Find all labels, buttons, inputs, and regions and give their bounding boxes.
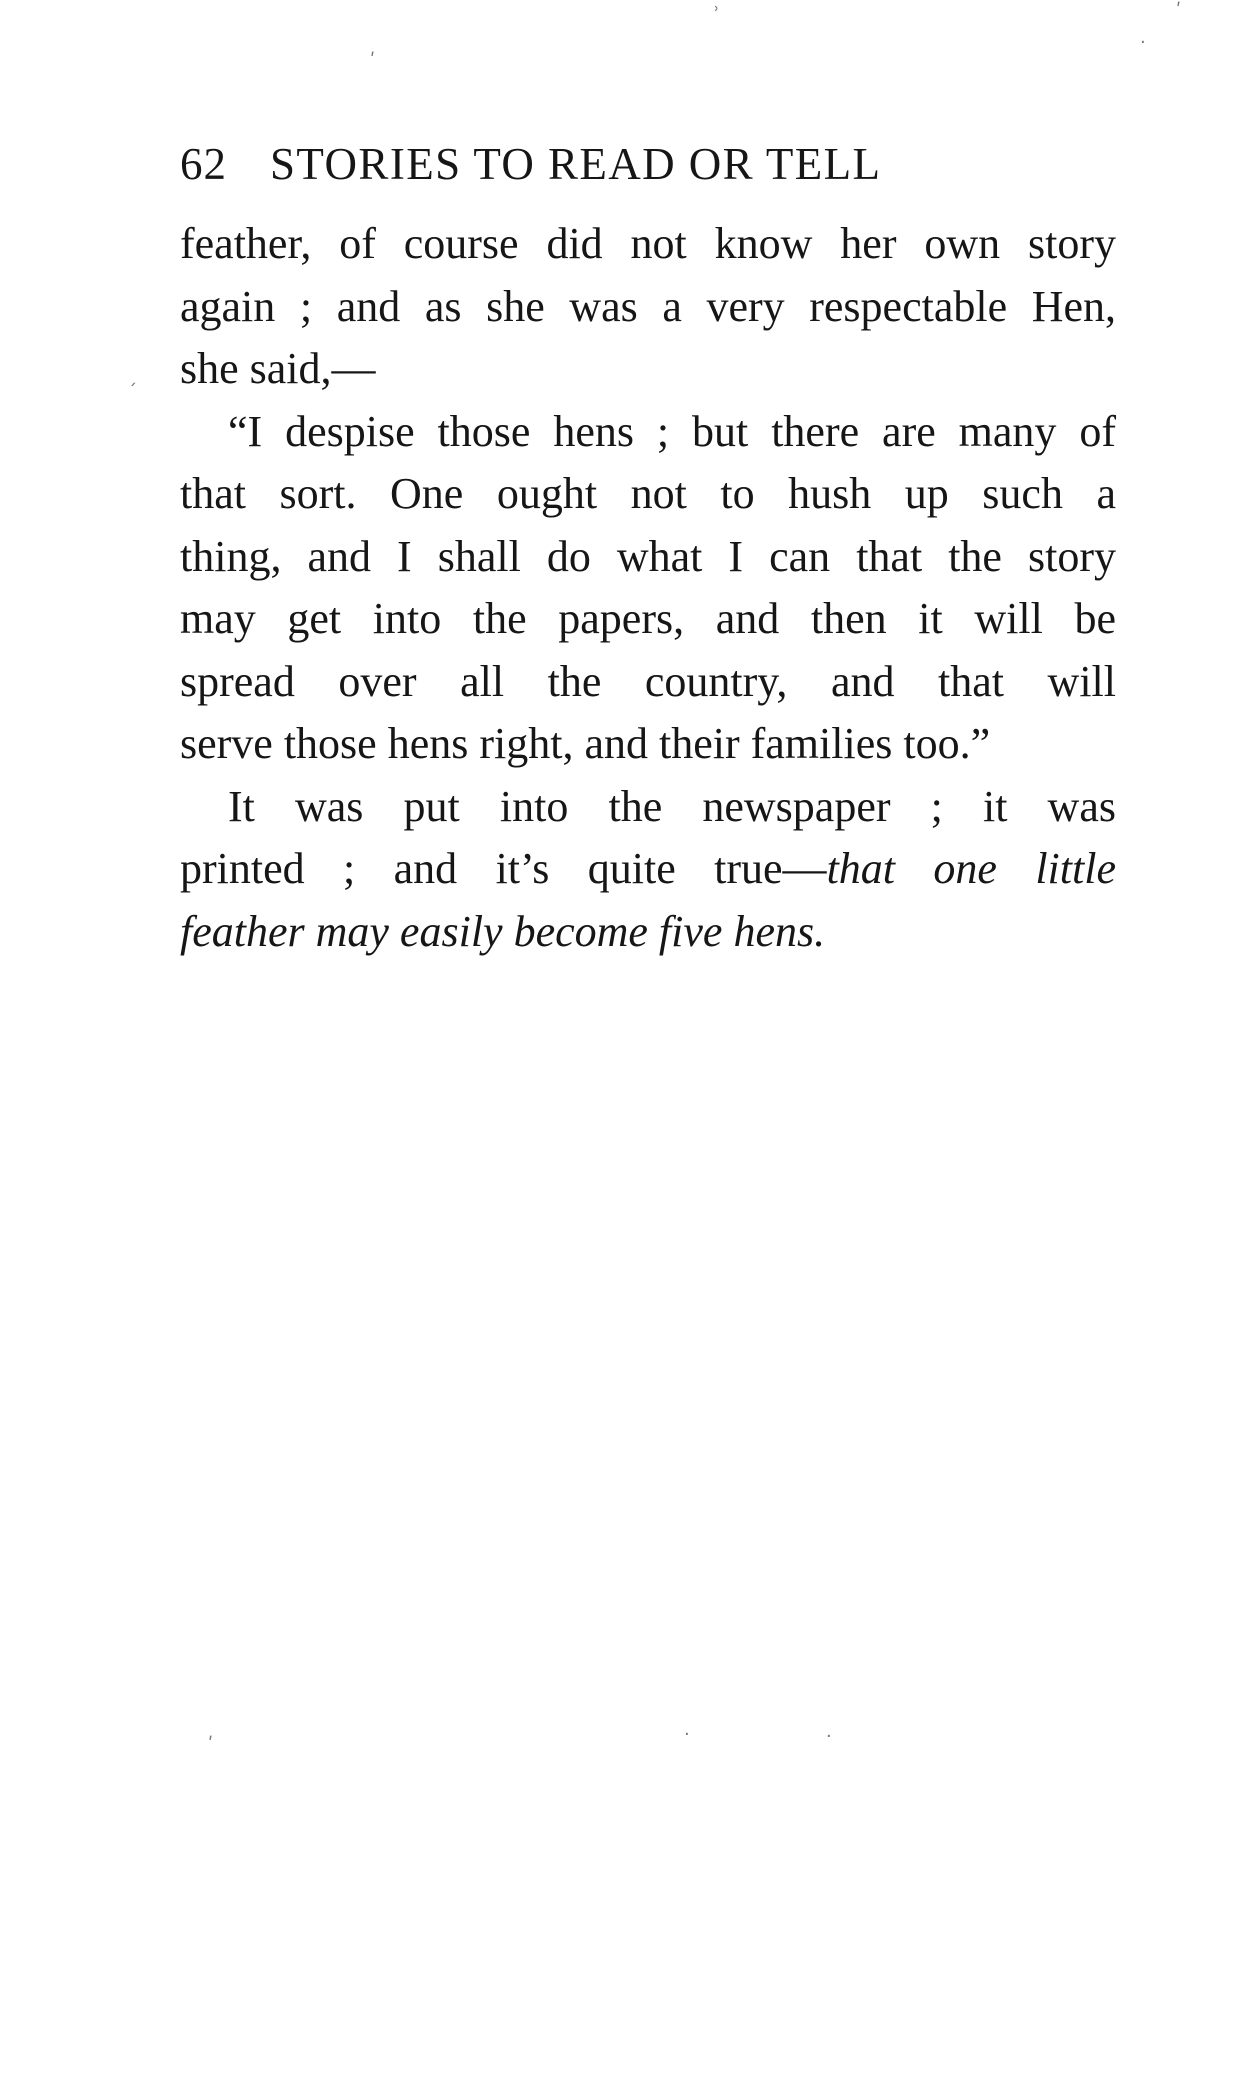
text-line: she said,— <box>180 344 376 393</box>
text-italic: that one little <box>826 844 1116 893</box>
text-line: that sort. One ought not to hush up such a <box>180 469 1116 518</box>
scan-speck: · <box>684 1724 690 1745</box>
page-header <box>180 134 1060 194</box>
page-number: 62 <box>180 139 227 189</box>
scan-speck: ʾ <box>714 4 720 25</box>
text-line: thing, and I shall do what I can that the story <box>180 531 1116 581</box>
paragraph <box>180 213 1116 401</box>
running-title: STORIES TO READ OR TELL <box>270 139 882 189</box>
scan-speck: ʹ <box>1176 0 1182 21</box>
text-line <box>180 838 1116 901</box>
text-line-italic: feather may easily become five hens. <box>180 906 826 956</box>
scan-speck: · <box>826 1726 832 1747</box>
paragraph <box>180 776 1116 964</box>
text-line: It was put into the newspaper ; it was <box>228 781 1116 831</box>
paragraph <box>180 401 1116 776</box>
scan-speck: ˏ <box>128 366 137 387</box>
text-line: serve those hens right, and their families too.” <box>180 719 991 768</box>
text-line: spread over all the country, and that will <box>180 656 1116 706</box>
scan-speck: · <box>1140 32 1146 53</box>
scan-speck: ʹ <box>370 50 376 71</box>
body-text <box>180 213 1116 963</box>
text-line: “I despise those hens ; but there are many of <box>228 406 1116 456</box>
text-line: again ; and as she was a very respectable Hen, <box>180 281 1116 331</box>
text-line: feather, of course did not know her own story <box>180 219 1116 268</box>
text-roman: printed ; and it’s quite true— <box>180 844 827 893</box>
text-line: may get into the papers, and then it will be <box>180 594 1116 643</box>
scan-speck: ʹ <box>208 1734 214 1755</box>
